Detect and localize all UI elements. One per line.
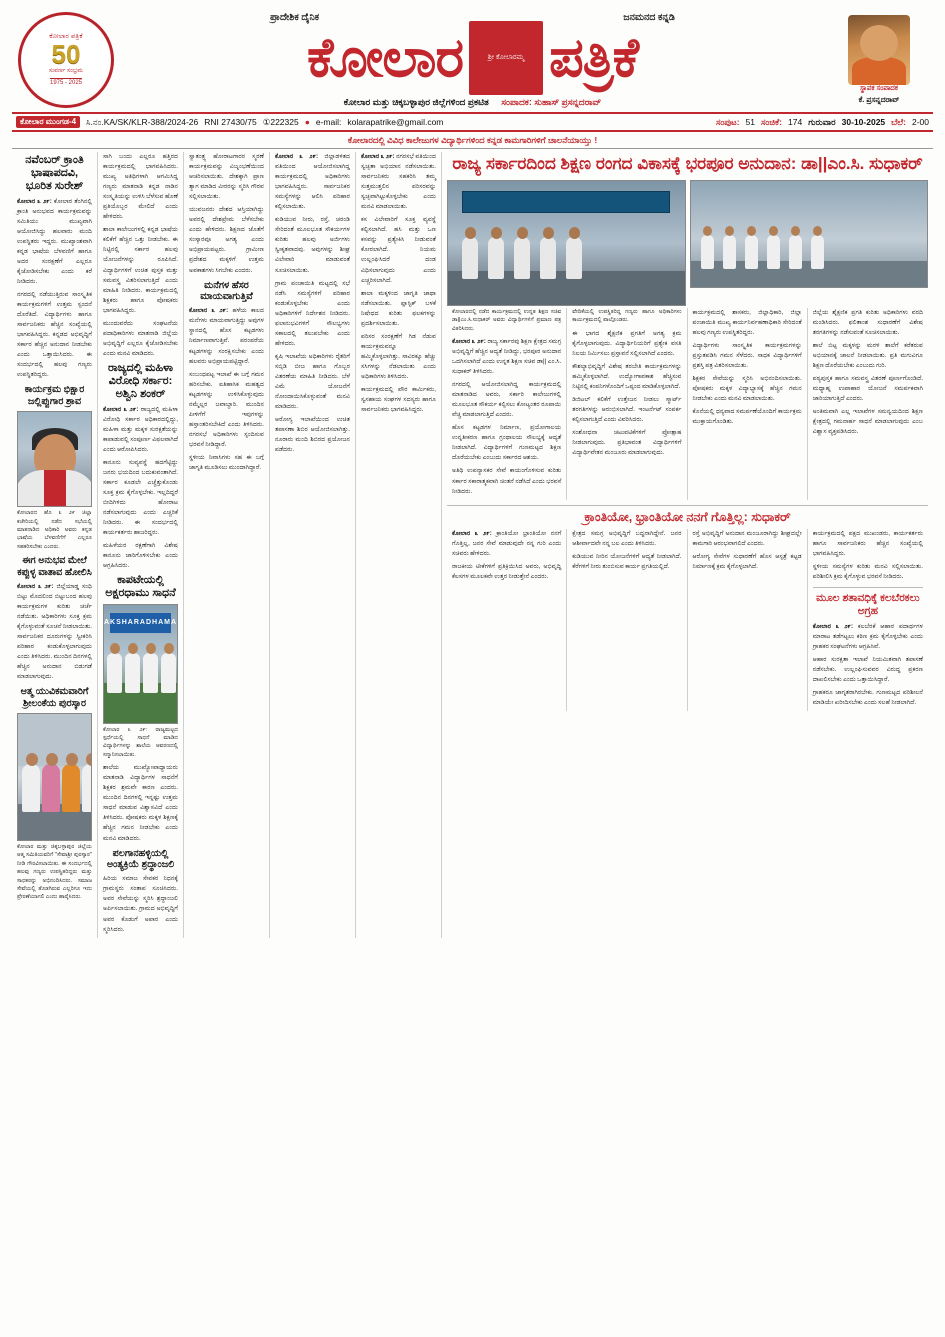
main-subcol-1 <box>447 308 567 500</box>
col1-dateline: ಕೋಲಾರ ೩ ೨೯: <box>17 197 52 205</box>
mid-s2-p2: ಕುಡಿಯುವ ನೀರಿನ ಯೋಜನೆಗಳಿಗೆ ಆದ್ಯತೆ ನೀಡಲಾಗಿದೆ. ಕೆರೆಗಳಿಗೆ ನೀರು ತುಂಬಿಸುವ ಕಾರ್ಯ ಪ್ರಗತಿಯಲ್ಲಿದೆ. <box>572 552 682 570</box>
rni-number: RNI 27430/75 <box>204 117 257 127</box>
col1-headline: ನವೆಂಬರ್ ಕ್ರಾಂತಿ ಭಾಷಾಪದವಿ, ಭೂರಿತ ಸುರೇಶ್ <box>25 154 84 193</box>
col5-paragraph-1 <box>361 152 436 212</box>
masthead-title-row <box>118 21 827 95</box>
col4-paragraph-4: ಕೃಷಿ ಇಲಾಖೆಯ ಅಧಿಕಾರಿಗಳು ರೈತರಿಗೆ ಸಬ್ಸಿಡಿ ಬೀಜ ಹಾಗೂ ಗೊಬ್ಬರ ವಿತರಣೆಯ ಮಾಹಿತಿ ನೀಡಿದರು. ಬೆಳೆ ವಿಮೆ ಯೋಜನೆಗೆ ನೋಂದಾಯಿಸಿಕೊಳ್ಳುವಂತೆ ಮನವಿ ಮಾಡಿದರು. <box>275 352 350 411</box>
masthead-center <box>114 12 831 108</box>
main-photo-caption-2: ವೇದಿಕೆಯಲ್ಲಿ ಉಪಸ್ಥಿತರಿದ್ದ ಗಣ್ಯರು ಹಾಗೂ ಅಧಿಕಾರಿಗಳು ಕಾರ್ಯಕ್ರಮದಲ್ಲಿ ಪಾಲ್ಗೊಂಡರು. <box>572 308 682 324</box>
col5-paragraph-4: ಪರಿಸರ ಸಂರಕ್ಷಣೆಗೆ ಗಿಡ ನೆಡುವ ಕಾರ್ಯಕ್ರಮವನ್ನೂ ಹಮ್ಮಿಕೊಳ್ಳಲಾಗಿತ್ತು. ಸಾವಿರಕ್ಕೂ ಹೆಚ್ಚು ಸಸಿಗಳನ್ನು ನೆಡಲಾಯಿತು ಎಂದು ಅಧಿಕಾರಿಗಳು ತಿಳಿಸಿದರು. <box>361 332 436 380</box>
mid-s3-p1: ರಸ್ತೆ ಅಭಿವೃದ್ಧಿಗೆ ಅನುದಾನ ಮಂಜೂರಾಗಿದ್ದು ಶೀಘ್ರದಲ್ಲೇ ಕಾಮಗಾರಿ ಆರಂಭವಾಗಲಿದೆ ಎಂದರು. <box>692 529 802 547</box>
mid-s4-p2: ಸ್ಥಳೀಯ ಸಮಸ್ಯೆಗಳ ಕುರಿತು ಮನವಿ ಸಲ್ಲಿಸಲಾಯಿತು. ಪರಿಶೀಲಿಸಿ ಕ್ರಮ ಕೈಗೊಳ್ಳುವ ಭರವಸೆ ನೀಡಿದರು. <box>812 562 923 580</box>
stage-person-1 <box>462 237 478 279</box>
col1-p3-text: ಜಿಲ್ಲೆಯಾಡ್ಡ ಸಂಧಿ ಬಿಟ್ಟು ಮೊದಲಿಂದ ಬಿಟ್ಟುಬಂದ ಹಲವು ಕಾರ್ಯಕ್ರಮಗಳ ಕುರಿತು ಚರ್ಚೆ ನಡೆಯಿತು. ಅಧಿಕಾರಿಗಳು ಸೂಕ್ತ ಕ್ರಮ ಕೈಗೊಳ್ಳುವಂತೆ ಸೂಚನೆ ನೀಡಲಾಯಿತು. ಸಾರ್ವಜನಿಕರ ದೂರುಗಳನ್ನು ಸ್ವೀಕರಿಸಿ ಪರಿಹಾರ ಕಂಡುಕೊಳ್ಳಲಾಗುವುದು ಎಂದು ತಿಳಿಸಿದರು. ಮುಂದಿನ ದಿನಗಳಲ್ಲಿ ಹೆಚ್ಚಿನ ಅನುದಾನ ಬಿಡುಗಡೆ ಮಾಡಲಾಗುವುದು. <box>17 582 92 681</box>
main-s1-p4: ಅತಿಥಿ ಉಪನ್ಯಾಸಕರ ಸೇವೆ ಕಾಯಂಗೊಳಿಸುವ ಕುರಿತು ಸರ್ಕಾರ ಸಕಾರಾತ್ಮಕವಾಗಿ ಚಿಂತನೆ ನಡೆಸಿದೆ ಎಂದು ಭರವಸೆ ನೀಡಿದರು. <box>452 467 562 495</box>
editor-label: ಸಂಪಾದಕ: <box>501 97 532 107</box>
column-1 <box>12 152 98 938</box>
editor-value: ಸುಹಾಸ್ ಪ್ರಸನ್ನದರಾವ್ <box>534 97 602 107</box>
stage-person-4 <box>540 237 556 279</box>
price-value: 2-00 <box>911 117 929 127</box>
issue-value: 174 <box>788 117 803 127</box>
last-p1-text: ಕಲಬೆರಕೆ ಆಹಾರ ಪದಾರ್ಥಗಳ ಮಾರಾಟ ತಡೆಗಟ್ಟಲು ಕಠಿಣ ಕ್ರಮ ಕೈಗೊಳ್ಳಬೇಕು ಎಂದು ಗ್ರಾಹಕರ ಸಂಘಟನೆಗಳು ಆಗ್ರಹಿಸಿವೆ. <box>812 622 924 650</box>
col4-paragraph-1 <box>275 152 350 212</box>
col1-photo-caption-1: ಕೋಲಾರದ ಹೊ ೩ ೨೯ ಜಿಲ್ಲಾ ಕಚೇರಿಯಲ್ಲಿ ನಡೆದ ಸಭೆಯಲ್ಲಿ ಮಾತನಾಡಿದ ಅಧಿಕಾರಿ ಅವರು ಕನ್ನಡ ಭಾಷೆಯ ಬೆಳವಣಿಗೆಗೆ ಎಲ್ಲರೂ ಸಹಕರಿಸಬೇಕು ಎಂದರು. <box>17 510 92 550</box>
school-student-3 <box>143 653 158 693</box>
anniversary-logo <box>18 12 114 108</box>
main-s4-p3: ಪಠ್ಯಪುಸ್ತಕ ಹಾಗೂ ಸಮವಸ್ತ್ರ ವಿತರಣೆ ಪೂರ್ಣಗೊಂಡಿದೆ. ಮಧ್ಯಾಹ್ನ ಉಪಾಹಾರ ಯೋಜನೆ ಸಮರ್ಪಕವಾಗಿ ಜಾರಿಯಾಗುತ್ತಿದೆ ಎಂದರು. <box>812 375 923 403</box>
issue-label: ಸಂಚಿಕೆ: <box>761 116 783 127</box>
column-5 <box>356 152 442 938</box>
col2-subhead-4: ಪಲಗಾನಹಳ್ಳಿಯಲ್ಲಿ ಅಂತ್ಯಕ್ರಿಯೆ ಶ್ರದ್ಧಾಂಜಲಿ <box>106 847 175 871</box>
email-label: e-mail: <box>315 117 342 127</box>
main-headline: ರಾಜ್ಯ ಸರ್ಕಾರದಿಂದ ಶಿಕ್ಷಣ ರಂಗದ ವಿಕಾಸಕ್ಕೆ ಭರಪೂರ ಅನುದಾನ: ಡಾ||ಎಂ.ಸಿ. ಸುಧಾಕರ್ <box>452 154 923 173</box>
main-s4-p1: ಜಿಲ್ಲೆಯ ಶೈಕ್ಷಣಿಕ ಪ್ರಗತಿ ಕುರಿತು ಅಧಿಕಾರಿಗಳು ವರದಿ ಮಂಡಿಸಿದರು. ಫಲಿತಾಂಶ ಸುಧಾರಣೆಗೆ ವಿಶೇಷ ತರಗತಿಗಳನ್ನು ನಡೆಸುವಂತೆ ಸೂಚಿಸಲಾಯಿತು. <box>812 308 923 336</box>
col5-p1-text: ನಗರಸಭೆ ವತಿಯಿಂದ ಸ್ವಚ್ಛತಾ ಅಭಿಯಾನ ನಡೆಸಲಾಯಿತು. ಸಾರ್ವಜನಿಕರು ಸಹಕರಿಸಿ ತಮ್ಮ ಸುತ್ತಮುತ್ತಲಿನ ಪರಿಸರವನ್ನು ಸ್ವಚ್ಛವಾಗಿಟ್ಟುಕೊಳ್ಳಬೇಕು ಎಂದು ಮನವಿ ಮಾಡಲಾಯಿತು. <box>361 153 436 211</box>
award-person-4 <box>82 764 92 812</box>
mid-subcol-3 <box>688 529 808 712</box>
col2-paragraph-2: ಶಾಲಾ ಕಾಲೇಜುಗಳಲ್ಲಿ ಕನ್ನಡ ಭಾಷೆಯ ಕಲಿಕೆಗೆ ಹೆಚ್ಚಿನ ಒತ್ತು ನೀಡಬೇಕು. ಈ ನಿಟ್ಟಿನಲ್ಲಿ ಸರ್ಕಾರ ಹಲವು ಯೋಜನೆಗಳನ್ನು ರೂಪಿಸಿದೆ. ವಿದ್ಯಾರ್ಥಿಗಳಿಗೆ ಉಚಿತ ಪುಸ್ತಕ ಮತ್ತು ಸಮವಸ್ತ್ರ ವಿತರಿಸಲಾಗುತ್ತಿದೆ ಎಂದು ಮಾಹಿತಿ ನೀಡಿದರು. ಕಾರ್ಯಕ್ರಮದಲ್ಲಿ ಶಿಕ್ಷಕರು ಹಾಗೂ ಪೋಷಕರು ಭಾಗವಹಿಸಿದ್ದರು. <box>103 226 178 314</box>
registration-number: ಸಿ.ನಂ.KA/SK/KLR-388/2024-26 <box>86 116 199 127</box>
school-student-4 <box>161 653 176 693</box>
main-s1-p1 <box>452 337 561 377</box>
main-article-area <box>442 152 933 938</box>
col2-headline-2: ರಾಜ್ಯದಲ್ಲಿ ಮಹಿಳಾ ವಿರೋಧಿ ಸರ್ಕಾರ: ಅಶ್ವಿನಿ ಶಂಕರ್ <box>108 361 173 401</box>
col3-subhead-1: ಮನೆಗಳ ಹೆಸರ ಮಾಯವಾಗುತ್ತಿವೆ <box>200 279 253 303</box>
mid-s1-p2: ರಾಜಕೀಯ ಟೀಕೆಗಳಿಗೆ ಪ್ರತಿಕ್ರಿಯಿಸಿದ ಅವರು, ಅಭಿವೃದ್ಧಿ ಕೆಲಸಗಳ ಮೂಲಕವೇ ಉತ್ತರ ನೀಡುತ್ತೇನೆ ಎಂದರು. <box>452 562 562 580</box>
col1-subhead-3: ಆತ್ಮ ಯುವಿಕಮವಾರಿಗೆ ಶ್ರೀಲಂಕೆಯ ಪುರಸ್ಕಾರ <box>20 686 89 710</box>
col2-paragraph-4 <box>103 405 178 455</box>
col2-paragraph-3: ಮುಂದುವರೆದು ಸಂಘಟನೆಯ ಪದಾಧಿಕಾರಿಗಳು ಮಾತನಾಡಿ ಜಿಲ್ಲೆಯ ಅಭಿವೃದ್ಧಿಗೆ ಎಲ್ಲರೂ ಕೈಜೋಡಿಸಬೇಕು ಎಂದು ಮನವಿ ಮಾಡಿದರು. <box>103 319 178 357</box>
main-s3-p2: ವಿದ್ಯಾರ್ಥಿಗಳು ಸಾಂಸ್ಕೃತಿಕ ಕಾರ್ಯಕ್ರಮಗಳನ್ನು ಪ್ರಸ್ತುತಪಡಿಸಿ ಗಮನ ಸೆಳೆದರು. ಸಾಧಕ ವಿದ್ಯಾರ್ಥಿಗಳಿಗೆ ಪ್ರಶಸ್ತಿ ಪತ್ರ ವಿತರಿಸಲಾಯಿತು. <box>692 341 802 369</box>
main-s3-p4: ಕೊನೆಯಲ್ಲಿ ಧನ್ಯವಾದ ಸಮರ್ಪಣೆಯೊಂದಿಗೆ ಕಾರ್ಯಕ್ರಮ ಮುಕ್ತಾಯಗೊಂಡಿತು. <box>692 408 802 426</box>
founder-role: ಸ್ಥಾಪಕ ಸಂಪಾದಕ <box>860 85 898 92</box>
logo-anniversary-number: 50 <box>51 39 81 70</box>
publication-area: ಕೋಲಾರ ಮತ್ತು ಚಿಕ್ಕಬಳ್ಳಾಪುರ ಜಿಲ್ಲೆಗಳಿಂದ ಪ್ರಕಟಿತ <box>343 97 489 107</box>
paper-title-left: ಕೋಲಾರ <box>306 27 464 88</box>
mid-subcol-4 <box>808 529 928 712</box>
col5-paragraph-5: ಕಾರ್ಯಕ್ರಮದಲ್ಲಿ ಪೌರ ಕಾರ್ಮಿಕರು, ಸ್ವಸಹಾಯ ಸಂಘಗಳ ಸದಸ್ಯರು ಹಾಗೂ ಸಾರ್ವಜನಿಕರು ಭಾಗವಹಿಸಿದ್ದರು. <box>361 386 436 414</box>
volume-value: 51 <box>745 117 756 127</box>
col2-paragraph-6: ಮಹಿಳೆಯರ ರಕ್ಷಣೆಗಾಗಿ ವಿಶೇಷ ಕಾನೂನು ಜಾರಿಗೊಳಿಸಬೇಕು ಎಂದು ಆಗ್ರಹಿಸಿದರು. <box>103 542 178 570</box>
col2-paragraph-1: ಸಾಗಿ ಬಂದು ಎಲ್ಲರೂ ಹತ್ತಿರದ ಕಾರ್ಯಕ್ರಮದಲ್ಲಿ ಭಾಗವಹಿಸಿದರು. ಮುಖ್ಯ ಅತಿಥಿಗಳಾಗಿ ಆಗಮಿಸಿದ್ದ ಗಣ್ಯರು ಮಾತನಾಡಿ ಕನ್ನಡ ನಾಡಿನ ಸಂಸ್ಕೃತಿಯನ್ನು ಉಳಿಸಿ ಬೆಳೆಸುವ ಹೊಣೆ ಪ್ರತಿಯೊಬ್ಬರ ಮೇಲಿದೆ ಎಂದು ಹೇಳಿದರು. <box>103 153 178 221</box>
col1-photo-caption-2: ಕೋಲಾರ ಮತ್ತು ಚಿಕ್ಕಬಳ್ಳಾಪುರ ಜಿಲ್ಲೆಯ ಆತ್ಮ ಸಮಿತಿಯವರಿಗೆ "ಸೇವಾಶ್ರೀ ಪುರಸ್ಕಾರ" ನೀಡಿ ಗೌರವಿಸಲಾಯಿತು. ಈ ಸಂದರ್ಭದಲ್ಲಿ ಹಲವು ಗಣ್ಯರು ಉಪಸ್ಥಿತರಿದ್ದರು ಮತ್ತು ಸಾಧಕರನ್ನು ಅಭಿನಂದಿಸಿದರು. ಸಮಾಜ ಸೇವೆಯಲ್ಲಿ ತೊಡಗಿರುವ ಎಲ್ಲರಿಗೂ ಇದು ಪ್ರೇರಣೆಯಾಗಲಿ ಎಂದು ಹಾರೈಸಿದರು. <box>17 844 92 901</box>
phone-number: ①222325 <box>262 116 299 127</box>
main-dateline: ಕೋಲಾರ ೩ ೨೯: <box>452 337 486 345</box>
col3-paragraph-4: ಸಂಬಂಧಪಟ್ಟ ಇಲಾಖೆ ಈ ಬಗ್ಗೆ ಗಮನ ಹರಿಸಬೇಕು. ಐತಿಹಾಸಿಕ ಮಹತ್ವದ ಕಟ್ಟಡಗಳನ್ನು ಉಳಿಸಿಕೊಳ್ಳುವುದು ನಮ್ಮೆಲ್ಲರ ಜವಾಬ್ದಾರಿ. ಮುಂದಿನ ಪೀಳಿಗೆಗೆ ಇವುಗಳನ್ನು ಹಸ್ತಾಂತರಿಸಬೇಕಿದೆ ಎಂದು ತಿಳಿಸಿದರು. ನಗರಸಭೆ ಅಧಿಕಾರಿಗಳು ಸ್ಪಂದಿಸುವ ಭರವಸೆ ನೀಡಿದ್ದಾರೆ. <box>189 370 264 448</box>
group-person-5 <box>789 235 802 269</box>
mid-s1-p1 <box>452 529 561 559</box>
mid-s4-p1: ಕಾರ್ಯಕ್ರಮದಲ್ಲಿ ಪಕ್ಷದ ಮುಖಂಡರು, ಕಾರ್ಯಕರ್ತರು ಹಾಗೂ ಸಾರ್ವಜನಿಕರು ಹೆಚ್ಚಿನ ಸಂಖ್ಯೆಯಲ್ಲಿ ಭಾಗವಹಿಸಿದ್ದರು. <box>812 529 923 557</box>
mid-s3-p2: ಆರೋಗ್ಯ ಸೇವೆಗಳ ಸುಧಾರಣೆಗೆ ಹೊಸ ಆಸ್ಪತ್ರೆ ಕಟ್ಟಡ ನಿರ್ಮಾಣಕ್ಕೆ ಕ್ರಮ ಕೈಗೊಳ್ಳಲಾಗಿದೆ. <box>692 552 802 570</box>
col1-dateline-2: ಕೋಲಾರ ೩ ೨೯: <box>17 582 54 590</box>
award-person-1 <box>22 764 40 812</box>
main-subcol-3 <box>688 308 808 500</box>
price-label: ಬೆಲೆ: <box>891 116 906 127</box>
main-s2-p4: ಸಂಶೋಧನಾ ಚಟುವಟಿಕೆಗಳಿಗೆ ಪ್ರೋತ್ಸಾಹ ನೀಡಲಾಗುವುದು. ಪ್ರತಿಭಾವಂತ ವಿದ್ಯಾರ್ಥಿಗಳಿಗೆ ವಿದ್ಯಾರ್ಥಿವೇತನ ಮಂಜೂರು ಮಾಡಲಾಗುವುದು. <box>572 428 682 457</box>
award-person-2 <box>42 764 60 812</box>
logo-ring-bottom-text: ಸುವರ್ಣ ಸಂಭ್ರಮ <box>49 68 83 75</box>
column-2 <box>98 152 184 938</box>
info-bar: ಕೋಲಾರ ಮುಂಗಡ-4 ಸಿ.ನಂ.KA/SK/KLR-388/2024-26 RNI 27430/75 ①222325 ● e-mail: kolarapatrike@gmail.com ಸಂಪುಟ: 51 ಸಂಚಿಕೆ: 174 ಗುರುವಾರ 30-10-2025 ಬೆಲೆ: 2-00 <box>12 112 933 132</box>
col1-p1-text: ಕೋಲಾರ ತೆಂಗಿನಲ್ಲಿ ಕ್ರಾಂತಿ ಅನುಭವದ ಕಾರ್ಯಕ್ರಮವನ್ನು ಸಮಿತಿಯು ಮುಖ್ಯವಾಗಿ ಆಯೋಜಿಸಿದ್ದು ಹಲವಾರು ಮಂದಿ ಉಪಸ್ಥಿತರು ಇದ್ದರು. ಮುಖ್ಯಾಂಶವಾಗಿ ಕನ್ನಡ ಭಾಷೆಯ ಬೆಳವಣಿಗೆ ಹಾಗೂ ಅದರ ಸಂರಕ್ಷಣೆಗೆ ಎಲ್ಲರೂ ಕೈಜೋಡಿಸಬೇಕು ಎಂದು ಕರೆ ನೀಡಿದರು. <box>17 197 92 285</box>
group-person-3 <box>745 235 758 269</box>
last-p3: ಗ್ರಾಹಕರೂ ಜಾಗೃತರಾಗಿರಬೇಕು. ಗುಣಮಟ್ಟದ ಪರಿಶೀಲನೆ ಮಾಡಿಯೇ ಖರೀದಿಸಬೇಕು ಎಂದು ಸಲಹೆ ನೀಡಲಾಗಿದೆ. <box>812 689 923 707</box>
content-grid <box>12 152 933 938</box>
main-photo-row <box>447 180 928 306</box>
col5-paragraph-2: ಕಸ ವಿಲೇವಾರಿಗೆ ಸೂಕ್ತ ವ್ಯವಸ್ಥೆ ಕಲ್ಪಿಸಲಾಗಿದೆ. ಹಸಿ ಮತ್ತು ಒಣ ಕಸವನ್ನು ಪ್ರತ್ಯೇಕಿಸಿ ನೀಡುವಂತೆ ಕೋರಲಾಗಿದೆ. ನಿಯಮ ಉಲ್ಲಂಘಿಸಿದರೆ ದಂಡ ವಿಧಿಸಲಾಗುವುದು ಎಂದು ಎಚ್ಚರಿಸಲಾಗಿದೆ. <box>361 216 436 284</box>
main-subcol-2 <box>567 308 687 500</box>
col1-award-photo <box>17 713 92 841</box>
col2-dateline-2: ಕೋಲಾರ ೩ ೨೯: <box>103 405 139 413</box>
weekday: ಗುರುವಾರ <box>808 116 836 127</box>
main-subcol-4 <box>808 308 928 500</box>
last-p1 <box>813 622 923 652</box>
col1-paragraph-3 <box>17 582 92 682</box>
top-banner-text: ಕೋಲಾರದಲ್ಲಿ ವಿವಿಧ ಕಾಲೇಜುಗಳ ವಿದ್ಯಾರ್ಥಿಗಳಿಂದ ಕನ್ನಡ ಕಾಮಗಾರಿಗಳಿಗೆ ಚಾಲನೆಯಾಯ್ತು ! <box>12 132 933 149</box>
award-person-3 <box>62 764 80 812</box>
col3-p3-text: ಹಳೆಯ ಕಾಲದ ಮನೆಗಳು ಮಾಯವಾಗುತ್ತಿದ್ದು ಅವುಗಳ ಸ್ಥಾನದಲ್ಲಿ ಹೊಸ ಕಟ್ಟಡಗಳು ನಿರ್ಮಾಣವಾಗುತ್ತಿವೆ. ಪರಂಪರೆಯ ಕಟ್ಟಡಗಳನ್ನು ಸಂರಕ್ಷಿಸಬೇಕು ಎಂದು ಹಲವರು ಅಭಿಪ್ರಾಯಪಟ್ಟಿದ್ದಾರೆ. <box>189 307 265 365</box>
edition-chip: ಕೋಲಾರ ಮುಂಗಡ-4 <box>16 116 80 128</box>
masthead-subline <box>118 97 827 108</box>
col5-paragraph-3: ಶಾಲಾ ಮಕ್ಕಳಿಂದ ಜಾಗೃತಿ ಜಾಥಾ ನಡೆಸಲಾಯಿತು. ಪ್ಲಾಸ್ಟಿಕ್ ಬಳಕೆ ನಿಷೇಧದ ಕುರಿತು ಫಲಕಗಳನ್ನು ಪ್ರದರ್ಶಿಸಲಾಯಿತು. <box>361 289 436 327</box>
stage-person-5 <box>566 237 582 279</box>
col1-subhead-2: ಈಗ ಅನುಭವ ಮೇಲೆ ಕಪ್ಪುಳ್ಳ ವಾತಾವ ಹೋಲಿಸಿ <box>17 555 92 578</box>
email-address[interactable]: kolarapatrike@gmail.com <box>347 117 444 127</box>
col2-paragraph-5: ಕಾನೂನು ಸುವ್ಯವಸ್ಥೆ ಹದಗೆಟ್ಟಿದ್ದು ಜನರು ಭಯದಿಂದ ಬದುಕುವಂತಾಗಿದೆ. ಸರ್ಕಾರ ಕೂಡಲೇ ಎಚ್ಚೆತ್ತುಕೊಂಡು ಸೂಕ್ತ ಕ್ರಮ ಕೈಗೊಳ್ಳಬೇಕು. ಇಲ್ಲದಿದ್ದರೆ ಬೀದಿಗಿಳಿದು ಹೋರಾಟ ನಡೆಸಲಾಗುವುದು ಎಂದು ಎಚ್ಚರಿಕೆ ನೀಡಿದರು. ಈ ಸಂದರ್ಭದಲ್ಲಿ ಕಾರ್ಯಕರ್ತರು ಹಾಜರಿದ್ದರು. <box>103 458 178 537</box>
col3-paragraph-5: ಸ್ಥಳೀಯ ನಿವಾಸಿಗಳು ಸಹ ಈ ಬಗ್ಗೆ ಜಾಗೃತಿ ಮೂಡಿಸಲು ಮುಂದಾಗಿದ್ದಾರೆ. <box>189 453 264 472</box>
mid-dateline: ಕೋಲಾರ ೩ ೨೯: <box>452 529 492 537</box>
main-s2-p2: ಕೌಶಲ್ಯಾಭಿವೃದ್ಧಿಗೆ ವಿಶೇಷ ತರಬೇತಿ ಕಾರ್ಯಕ್ರಮಗಳನ್ನು ಹಮ್ಮಿಕೊಳ್ಳಲಾಗಿದೆ. ಉದ್ಯೋಗಾವಕಾಶ ಹೆಚ್ಚಿಸುವ ನಿಟ್ಟಿನಲ್ಲಿ ಕಂಪನಿಗಳೊಂದಿಗೆ ಒಪ್ಪಂದ ಮಾಡಿಕೊಳ್ಳಲಾಗಿದೆ. <box>572 362 682 390</box>
mid-s1-p1-text: ಕ್ರಾಂತಿಯೋ ಭ್ರಾಂತಿಯೋ ನನಗೆ ಗೊತ್ತಿಲ್ಲ, ಜನರ ಸೇವೆ ಮಾಡುವುದೇ ನನ್ನ ಗುರಿ ಎಂದು ಸಚಿವರು ಹೇಳಿದರು. <box>452 529 562 557</box>
main-s2-p3: ಡಿಜಿಟಲ್ ಕಲಿಕೆಗೆ ಉತ್ತೇಜನ ನೀಡಲು ಸ್ಮಾರ್ಟ್ ತರಗತಿಗಳನ್ನು ಆರಂಭಿಸಲಾಗಿದೆ. ಇಂಟರ್ನೆಟ್ ಸಂಪರ್ಕ ಕಲ್ಪಿಸಲಾಗುತ್ತಿದೆ ಎಂದು ವಿವರಿಸಿದರು. <box>572 395 682 423</box>
tagline-right: ಜನಮನದ ಕನ್ನಡಿ <box>623 12 675 23</box>
kolaramma-emblem-icon: ಶ್ರೀ ಕೋಲಾರಮ್ಮ <box>469 21 543 95</box>
school-student-2 <box>125 653 140 693</box>
mid-s2-p1: ಕ್ಷೇತ್ರದ ಸಮಗ್ರ ಅಭಿವೃದ್ಧಿಗೆ ಬದ್ಧನಾಗಿದ್ದೇನೆ. ಜನರ ಆಶೀರ್ವಾದವೇ ನನ್ನ ಬಲ ಎಂದು ತಿಳಿಸಿದರು. <box>572 529 682 547</box>
main-subcolumns <box>447 308 928 500</box>
col3-paragraph-3 <box>189 306 264 366</box>
main-last-headline: ಮೂಲ ಶತಾವಧಿಕ್ಕೆ ಕಲಬೆರಕಲು ಅಗ್ರಹ <box>813 587 923 618</box>
col3-dateline: ಕೋಲಾರ ೩ ೨೯: <box>189 307 229 315</box>
col3-paragraph-1: ಸ್ವಾತಂತ್ರ್ಯ ಹೋರಾಟಗಾರರ ಸ್ಮರಣೆ ಕಾರ್ಯಕ್ರಮವನ್ನು ವಿಜೃಂಭಣೆಯಿಂದ ಆಚರಿಸಲಾಯಿತು. ದೇಶಕ್ಕಾಗಿ ಪ್ರಾಣ ತ್ಯಾಗ ಮಾಡಿದ ವೀರರನ್ನು ಸ್ಮರಿಸಿ ಗೌರವ ಸಲ್ಲಿಸಲಾಯಿತು. <box>189 153 264 201</box>
tagline-left: ಪ್ರಾದೇಶಿಕ ದೈನಿಕ <box>270 12 320 23</box>
group-person-2 <box>723 235 736 269</box>
founder-name: ಕೆ. ಪ್ರಸನ್ನದರಾವ್ <box>858 95 900 104</box>
stage-person-2 <box>488 237 504 279</box>
stage-person-3 <box>514 237 530 279</box>
col2-headline-3: ಕಾಪಟೇಯಲ್ಲಿ ಅಕ್ಷರಧಾಮು ಸಾಧನೆ <box>105 574 176 600</box>
main-s1-p3: ಹೊಸ ಕಟ್ಟಡಗಳ ನಿರ್ಮಾಣ, ಪ್ರಯೋಗಾಲಯ ಉನ್ನತೀಕರಣ ಹಾಗೂ ಗ್ರಂಥಾಲಯ ಸೌಲಭ್ಯಕ್ಕೆ ಆದ್ಯತೆ ನೀಡಲಾಗಿದೆ. ವಿದ್ಯಾರ್ಥಿಗಳಿಗೆ ಗುಣಮಟ್ಟದ ಶಿಕ್ಷಣ ದೊರೆಯಬೇಕು ಎಂಬುದು ಸರ್ಕಾರದ ಆಶಯ. <box>452 424 562 462</box>
main-photo-2 <box>690 180 929 288</box>
col4-dateline: ಕೋಲಾರ ೩ ೨೯: <box>275 153 319 160</box>
main-s3-p3: ಶಿಕ್ಷಕರ ಸೇವೆಯನ್ನು ಸ್ಮರಿಸಿ ಅಭಿನಂದಿಸಲಾಯಿತು. ಪೋಷಕರು ಮಕ್ಕಳ ವಿದ್ಯಾಭ್ಯಾಸಕ್ಕೆ ಹೆಚ್ಚಿನ ಗಮನ ನೀಡಬೇಕು ಎಂದು ಮನವಿ ಮಾಡಲಾಯಿತು. <box>692 375 802 403</box>
group-person-4 <box>767 235 780 269</box>
mid-subcol-1 <box>447 529 567 712</box>
logo-years: 1975 - 2025 <box>49 79 83 86</box>
founder-block <box>831 15 927 105</box>
stage-banner <box>462 191 670 213</box>
col4-paragraph-2: ಕುಡಿಯುವ ನೀರು, ರಸ್ತೆ, ಚರಂಡಿ ಸೇರಿದಂತೆ ಮೂಲಭೂತ ಸೌಕರ್ಯಗಳ ಕುರಿತು ಹಲವು ಅರ್ಜಿಗಳು ಸ್ವೀಕೃತವಾದವು. ಅವುಗಳನ್ನು ಶೀಘ್ರ ವಿಲೇವಾರಿ ಮಾಡುವಂತೆ ಸೂಚಿಸಲಾಯಿತು. <box>275 216 350 274</box>
group-person-1 <box>701 235 714 269</box>
group-person-6 <box>811 235 824 269</box>
col1-paragraph-1 <box>17 197 92 287</box>
logo-ring-top-text: ಕೋಲಾರ ಪತ್ರಿಕೆ <box>49 32 83 40</box>
col2-paragraph-7: ಶಾಲೆಯ ಮುಖ್ಯೋಪಾಧ್ಯಾಯರು ಮಾತನಾಡಿ ವಿದ್ಯಾರ್ಥಿಗಳ ಸಾಧನೆಗೆ ಶಿಕ್ಷಕರ ಶ್ರಮವೇ ಕಾರಣ ಎಂದರು. ಮುಂದಿನ ದಿನಗಳಲ್ಲಿ ಇನ್ನಷ್ಟು ಉತ್ತಮ ಸಾಧನೆ ಮಾಡುವ ವಿಶ್ವಾಸವಿದೆ ಎಂದು ತಿಳಿಸಿದರು. ಪೋಷಕರು ಮಕ್ಕಳ ಶಿಕ್ಷಣಕ್ಕೆ ಹೆಚ್ಚಿನ ಗಮನ ನೀಡಬೇಕು ಎಂದು ಮನವಿ ಮಾಡಿದರು. <box>103 764 178 842</box>
main-s3-p1: ಕಾರ್ಯಕ್ರಮದಲ್ಲಿ ಶಾಸಕರು, ಜಿಲ್ಲಾಧಿಕಾರಿ, ಜಿಲ್ಲಾ ಪಂಚಾಯಿತಿ ಮುಖ್ಯ ಕಾರ್ಯನಿರ್ವಹಣಾಧಿಕಾರಿ ಸೇರಿದಂತೆ ಹಲವು ಗಣ್ಯರು ಉಪಸ್ಥಿತರಿದ್ದರು. <box>692 308 802 336</box>
col1-portrait-photo <box>17 411 92 507</box>
col2-photo-caption-1: ಕೋಲಾರ ೩ ೨೯: ರಾಜ್ಯಮಟ್ಟದ ಸ್ಪರ್ಧೆಯಲ್ಲಿ ಸಾಧನೆ ಮಾಡಿದ ವಿದ್ಯಾರ್ಥಿಗಳನ್ನು ಶಾಲೆಯ ಆವರಣದಲ್ಲಿ ಸನ್ಮಾನಿಸಲಾಯಿತು. <box>103 726 178 758</box>
col2-school-photo <box>103 604 178 724</box>
main-mid-subcolumns <box>447 529 928 712</box>
main-mid-headline: ಕ್ರಾಂತಿಯೋ, ಭ್ರಾಂತಿಯೋ ನನಗೆ ಗೊತ್ತಿಲ್ಲ: ಸುಧಾಕರ್ <box>447 505 928 525</box>
col4-p1-text: ಜಿಲ್ಲಾಡಳಿತದ ವತಿಯಿಂದ ಆಯೋಜಿಸಲಾಗಿದ್ದ ಕಾರ್ಯಕ್ರಮದಲ್ಲಿ ಅಧಿಕಾರಿಗಳು ಭಾಗವಹಿಸಿದ್ದರು. ಸಾರ್ವಜನಿಕರ ಸಮಸ್ಯೆಗಳನ್ನು ಆಲಿಸಿ ಪರಿಹಾರ ಕಲ್ಪಿಸಲಾಯಿತು. <box>275 153 351 211</box>
main-s1-p2: ನಗರದಲ್ಲಿ ಆಯೋಜಿಸಲಾಗಿದ್ದ ಕಾರ್ಯಕ್ರಮದಲ್ಲಿ ಮಾತನಾಡಿದ ಅವರು, ಸರ್ಕಾರಿ ಕಾಲೇಜುಗಳಲ್ಲಿ ಮೂಲಭೂತ ಸೌಕರ್ಯ ಕಲ್ಪಿಸಲು ಕೋಟ್ಯಂತರ ರೂಪಾಯಿ ವೆಚ್ಚ ಮಾಡಲಾಗುತ್ತಿದೆ ಎಂದರು. <box>452 381 562 419</box>
column-3 <box>184 152 270 938</box>
col2-paragraph-8: ಹಿರಿಯ ಸಮಾಜ ಸೇವಕರ ನಿಧನಕ್ಕೆ ಗ್ರಾಮಸ್ಥರು ಸಂತಾಪ ಸೂಚಿಸಿದರು. ಅವರ ಸೇವೆಯನ್ನು ಸ್ಮರಿಸಿ ಶ್ರದ್ಧಾಂಜಲಿ ಅರ್ಪಿಸಲಾಯಿತು. ಗ್ರಾಮದ ಅಭಿವೃದ್ಧಿಗೆ ಅವರ ಕೊಡುಗೆ ಅಪಾರ ಎಂದು ಸ್ಮರಿಸಿದರು. <box>103 875 178 933</box>
portrait-shawl <box>44 470 66 506</box>
main-photo-caption-1: ಕೋಲಾರದಲ್ಲಿ ನಡೆದ ಕಾರ್ಯಕ್ರಮದಲ್ಲಿ ಉನ್ನತ ಶಿಕ್ಷಣ ಸಚಿವ ಡಾ||ಎಂ.ಸಿ.ಸುಧಾಕರ್ ಅವರು ವಿದ್ಯಾರ್ಥಿಗಳಿಗೆ ಪ್ರಮಾಣ ಪತ್ರ ವಿತರಿಸಿದರು. <box>452 308 562 332</box>
column-4 <box>270 152 356 938</box>
founder-photo <box>848 15 910 85</box>
volume-label: ಸಂಪುಟ: <box>715 116 740 127</box>
paper-title-right: ಪತ್ರಿಕೆ <box>549 27 639 88</box>
col2-p4-text: ರಾಜ್ಯದಲ್ಲಿ ಮಹಿಳಾ ವಿರೋಧಿ ಸರ್ಕಾರ ಅಧಿಕಾರದಲ್ಲಿದ್ದು, ಮಹಿಳಾ ಮತ್ತು ಮಕ್ಕಳ ಸುರಕ್ಷತೆಯನ್ನು ಕಾಪಾಡುವಲ್ಲಿ ಸಂಪೂರ್ಣ ವಿಫಲವಾಗಿದೆ ಎಂದು ಆರೋಪಿಸಿದರು. <box>103 405 178 453</box>
issue-date: 30-10-2025 <box>841 117 886 127</box>
mid-subcol-2 <box>567 529 687 712</box>
main-s1-p1-text: ರಾಜ್ಯ ಸರ್ಕಾರವು ಶಿಕ್ಷಣ ಕ್ಷೇತ್ರದ ಸಮಗ್ರ ಅಭಿವೃದ್ಧಿಗೆ ಹೆಚ್ಚಿನ ಆದ್ಯತೆ ನೀಡಿದ್ದು, ಭರಪೂರ ಅನುದಾನ ಒದಗಿಸಲಾಗಿದೆ ಎಂದು ಉನ್ನತ ಶಿಕ್ಷಣ ಸಚಿವ ಡಾ|| ಎಂ.ಸಿ. ಸುಧಾಕರ್ ತಿಳಿಸಿದರು. <box>452 337 562 376</box>
col1-subhead-1: ಕಾರ್ಯಕ್ರಮ ಭಿಕ್ಷಾರ ಜಲ್ಲಿಪ್ಪುಗಾರ ಶ್ರಾವ <box>24 384 85 408</box>
col3-paragraph-2: ಯುವಜನರು ದೇಶದ ಆಸ್ತಿಯಾಗಿದ್ದು ಅವರಲ್ಲಿ ದೇಶಪ್ರೇಮ ಬೆಳೆಸಬೇಕು ಎಂದು ಹೇಳಿದರು. ಶಿಕ್ಷಣದ ಜೊತೆಗೆ ಸಂಸ್ಕಾರವೂ ಅಗತ್ಯ ಎಂದು ಅಭಿಪ್ರಾಯಪಟ್ಟರು. ಗ್ರಾಮೀಣ ಪ್ರದೇಶದ ಮಕ್ಕಳಿಗೆ ಉತ್ತಮ ಅವಕಾಶಗಳು ಸಿಗಬೇಕು ಎಂದರು. <box>189 206 264 274</box>
last-dateline: ಕೋಲಾರ ೩ ೨೯: <box>812 622 854 630</box>
school-banner-text: AKSHARADHAMA <box>110 613 171 633</box>
last-p2: ಆಹಾರ ಸುರಕ್ಷತಾ ಇಲಾಖೆ ನಿಯಮಿತವಾಗಿ ತಪಾಸಣೆ ನಡೆಸಬೇಕು. ಉಲ್ಲಂಘಿಸುವವರ ವಿರುದ್ಧ ಪ್ರಕರಣ ದಾಖಲಿಸಬೇಕು ಎಂದು ಒತ್ತಾಯಿಸಿದ್ದಾರೆ. <box>812 655 923 684</box>
school-student-1 <box>107 653 122 693</box>
masthead <box>12 10 933 108</box>
main-photo-1 <box>447 180 686 306</box>
main-s4-p4: ಅಂತಿಮವಾಗಿ ಎಲ್ಲ ಇಲಾಖೆಗಳ ಸಮನ್ವಯದಿಂದ ಶಿಕ್ಷಣ ಕ್ಷೇತ್ರದಲ್ಲಿ ಗಮನಾರ್ಹ ಸಾಧನೆ ಮಾಡಲಾಗುವುದು ಎಂಬ ವಿಶ್ವಾಸ ವ್ಯಕ್ತಪಡಿಸಿದರು. <box>812 408 923 436</box>
col1-paragraph-2: ನಗರದಲ್ಲಿ ನಡೆಯುತ್ತಿರುವ ಸಾಂಸ್ಕೃತಿಕ ಕಾರ್ಯಕ್ರಮಗಳಿಗೆ ಉತ್ತಮ ಸ್ಪಂದನೆ ದೊರೆತಿದೆ. ವಿದ್ಯಾರ್ಥಿಗಳು ಹಾಗೂ ಸಾರ್ವಜನಿಕರು ಹೆಚ್ಚಿನ ಸಂಖ್ಯೆಯಲ್ಲಿ ಭಾಗವಹಿಸಿದ್ದರು. ಕನ್ನಡದ ಅಭಿವೃದ್ಧಿಗೆ ಸರ್ಕಾರ ಹೆಚ್ಚಿನ ಅನುದಾನ ನೀಡಬೇಕು ಎಂದು ಒತ್ತಾಯಿಸಿದರು. ಈ ಸಂದರ್ಭದಲ್ಲಿ ಹಲವು ಗಣ್ಯರು ಉಪಸ್ಥಿತರಿದ್ದರು. <box>17 290 92 379</box>
col4-paragraph-5: ಆರೋಗ್ಯ ಇಲಾಖೆಯಿಂದ ಉಚಿತ ತಪಾಸಣಾ ಶಿಬಿರ ಆಯೋಜಿಸಲಾಗಿತ್ತು. ನೂರಾರು ಮಂದಿ ಶಿಬಿರದ ಪ್ರಯೋಜನ ಪಡೆದರು. <box>275 416 350 454</box>
col4-paragraph-3: ಗ್ರಾಮ ಪಂಚಾಯಿತಿ ಮಟ್ಟದಲ್ಲಿ ಸಭೆ ನಡೆಸಿ ಸಮಸ್ಯೆಗಳಿಗೆ ಪರಿಹಾರ ಕಂಡುಕೊಳ್ಳಬೇಕು ಎಂದು ಅಧಿಕಾರಿಗಳಿಗೆ ನಿರ್ದೇಶನ ನೀಡಿದರು. ಫಲಾನುಭವಿಗಳಿಗೆ ಸೌಲಭ್ಯಗಳು ಸಕಾಲದಲ್ಲಿ ತಲುಪಬೇಕು ಎಂದು ಹೇಳಿದರು. <box>275 279 350 347</box>
main-s4-p2: ಶಾಲೆ ಬಿಟ್ಟ ಮಕ್ಕಳನ್ನು ಮರಳಿ ಶಾಲೆಗೆ ಕರೆತರುವ ಅಭಿಯಾನಕ್ಕೆ ಚಾಲನೆ ನೀಡಲಾಯಿತು. ಪ್ರತಿ ಮಗುವಿಗೂ ಶಿಕ್ಷಣ ದೊರೆಯಬೇಕು ಎಂಬುದು ಗುರಿ. <box>812 341 923 369</box>
col5-dateline: ಕೋಲಾರ ೩ ೨೯: <box>361 153 395 160</box>
main-s2-p1: ಈ ಭಾಗದ ಶೈಕ್ಷಣಿಕ ಪ್ರಗತಿಗೆ ಅಗತ್ಯ ಕ್ರಮ ಕೈಗೊಳ್ಳಲಾಗುವುದು. ವಿದ್ಯಾರ್ಥಿನಿಯರಿಗೆ ಪ್ರತ್ಯೇಕ ವಸತಿ ನಿಲಯ ನಿರ್ಮಿಸಲು ಪ್ರಸ್ತಾವನೆ ಸಲ್ಲಿಸಲಾಗಿದೆ ಎಂದರು. <box>572 329 682 357</box>
